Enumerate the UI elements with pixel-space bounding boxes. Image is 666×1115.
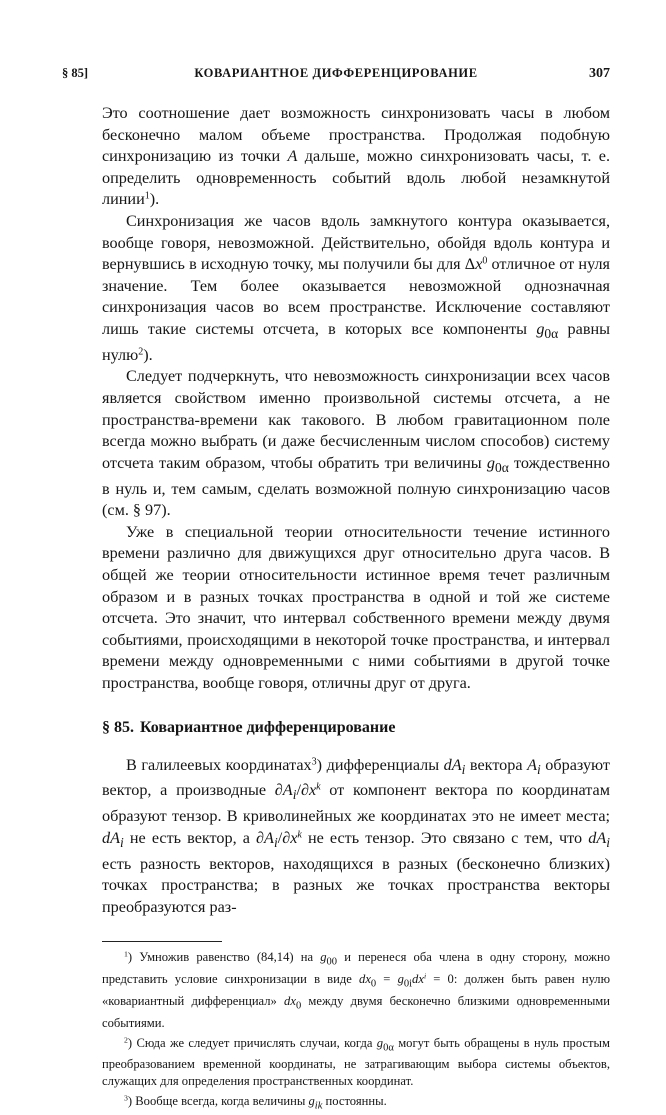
math-symbol: 0α	[383, 1042, 394, 1054]
math-symbol: A	[287, 147, 298, 166]
math-symbol: dx	[359, 972, 371, 987]
math-symbol: g	[308, 1093, 315, 1108]
math-symbol: 0i	[403, 978, 413, 990]
math-symbol: 0	[482, 255, 488, 267]
footnote: $^2$) Сюда же следует причислять случаи, когда $g_{0\alpha}$ могут быть обращены в нуль простым преобразованием временной координаты, не затрагивающим выбора системы объектов, служащих для определения пространственных координат.	[102, 1035, 610, 1088]
math-symbol: 3	[124, 1093, 128, 1103]
math-symbol: i	[606, 834, 610, 850]
math-symbol: g	[397, 972, 404, 987]
math-symbol: g	[536, 319, 545, 338]
math-symbol: g	[486, 453, 495, 472]
math-symbol: dA	[588, 828, 607, 847]
math-symbol: 1	[124, 950, 128, 960]
math-symbol: 00	[326, 956, 338, 968]
math-symbol: A	[282, 781, 293, 800]
math-symbol: i	[292, 787, 297, 803]
math-symbol: dA	[443, 755, 462, 774]
body-paragraph: Уже в специальной теории относительности течение истинного времени различно для движущихся друг относительно друга часов. В общей же теории относительности истинное время течет различным образом и в разных точках пространства в одной и той же системе отсчета. Это значит, что интервал собственного времени между двумя событиями, происходящими в некоторой точке пространства, и интервал времени между одновременными с ними событиями в другой точке пространства, вообще говоря, отличны друг от друга.	[102, 522, 610, 692]
running-title: КОВАРИАНТНОЕ ДИФФЕРЕНЦИРОВАНИЕ	[194, 66, 478, 80]
page-number: 307	[589, 66, 610, 81]
math-symbol: A	[527, 755, 537, 774]
math-symbol: i	[119, 834, 124, 850]
footnote-divider	[102, 941, 222, 942]
math-symbol: dx	[412, 972, 424, 987]
section-title: Ковариантное дифференцирование	[140, 718, 396, 736]
math-symbol: x	[475, 255, 483, 274]
body-paragraph: Это соотношение дает возможность синхронизовать часы в любом бесконечно малом объеме пространства. Продолжая подобную синхронизацию из точки A дальше, можно синхронизовать часы, т. е. определить одновременность событий вдоль любой незамкнутой линии$^1$).	[102, 104, 610, 209]
math-symbol: 0	[370, 978, 377, 990]
math-symbol: x	[290, 828, 298, 847]
page-body	[102, 103, 610, 1115]
math-symbol: i	[461, 761, 466, 777]
body-paragraph: Следует подчеркнуть, что невозможность синхронизации всех часов является свойством именно произвольной системы отсчета, а не пространства-времени как такового. В любом гравитационном поле всегда можно выбрать (и даже бесчисленным числом способов) систему отсчета таким образом, чтобы обратить три величины $g_{0\alpha}$ тождественно в нуль и, тем самым, сделать возможной полную синхронизацию часов (см. § 97).	[102, 367, 610, 520]
math-symbol: dA	[102, 828, 120, 847]
math-symbol: 0α	[544, 326, 559, 342]
math-symbol: 2	[124, 1035, 128, 1045]
math-symbol: i	[273, 834, 278, 850]
math-symbol: dx	[284, 993, 296, 1008]
math-symbol: ik	[314, 1100, 323, 1112]
math-symbol: i	[423, 971, 427, 981]
math-symbol: 3	[311, 755, 317, 767]
footnote: $^3$) Вообще всегда, когда величины $g_{ik}$ постоянны.	[124, 1093, 387, 1112]
math-symbol: k	[316, 781, 321, 793]
math-symbol: 1	[144, 190, 150, 202]
math-symbol: 2	[138, 346, 144, 358]
math-symbol: g	[320, 950, 327, 965]
math-symbol: 0	[295, 1000, 302, 1012]
math-symbol: k	[297, 829, 302, 841]
math-symbol: 0α	[494, 459, 509, 475]
math-symbol: i	[536, 761, 541, 777]
section-reference: § 85]	[62, 66, 89, 80]
section-heading	[102, 718, 610, 738]
math-symbol: x	[308, 781, 317, 800]
math-symbol: g	[376, 1035, 384, 1050]
section-paragraph: В галилеевых координатах$^3$) дифференциалы $dA_i$ вектора $A_i$ образуют вектор, а производные $\partial A_i/\partial x^k$ от компонент вектора по координатам образуют тензор. В криволинейных же координатах это не имеет места; $dA_i$ не есть вектор, а $\partial A_i/\partial x^k$ не есть тензор. Это связано с тем, что $dA_i$ есть разность векторов, находящихся в разных (бесконечно близких) точках пространства; в разных же точках пространства векторы преобразуются раз-	[102, 755, 610, 916]
footnote: $^1$) Умножив равенство (84,14) на $g_{00}$ и перенеся оба члена в одну сторону, можно представить условие синхронизации в виде $dx_0 = g_{0i}dx^i = 0$: должен быть равен нулю «ковариантный дифференциал» $dx_0$ между двумя бесконечно близкими одновременными событиями.	[102, 950, 611, 1030]
math-symbol: A	[264, 828, 274, 847]
section-number: § 85.	[102, 718, 134, 736]
body-paragraph: Синхронизация же часов вдоль замкнутого контура оказывается, вообще говоря, невозможной. Действительно, обойдя вдоль контура и вернувшись в исходную точку, мы получили бы для $\Delta x^0$ отличное от нуля значение. Тем более оказывается невозможной однозначная синхронизация часов во всем пространстве. Исключение составляют лишь такие системы отсчета, в которых все компоненты $g_{0\alpha}$ равны нулю$^2$).	[102, 211, 611, 364]
running-header	[62, 66, 610, 86]
